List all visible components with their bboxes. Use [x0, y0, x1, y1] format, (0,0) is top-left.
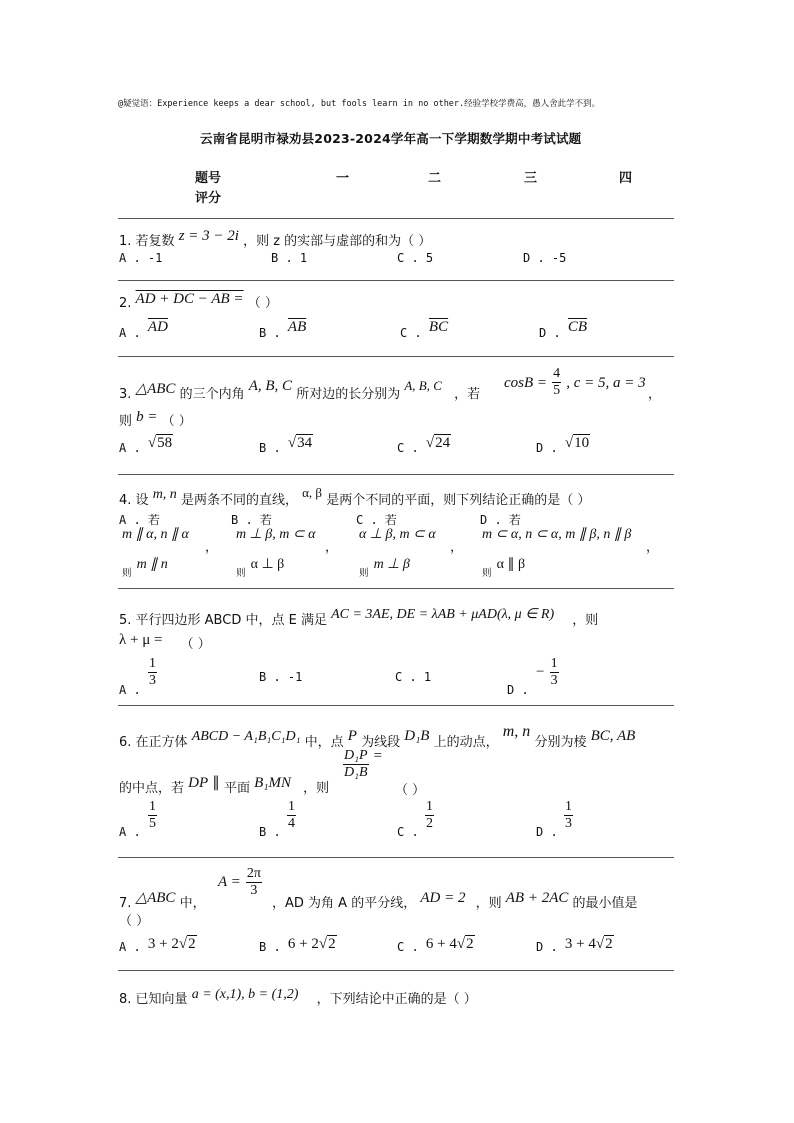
q5-option-a-den: 3: [149, 673, 156, 688]
q6-line2-post: （ ）: [395, 783, 426, 798]
q3-angles: A, B, C: [248, 378, 293, 394]
q6-option-d-num: 1: [565, 799, 572, 814]
q4-mn: m, n: [152, 487, 177, 502]
score-table-col-2: 二: [428, 171, 442, 186]
divider-5: [118, 588, 674, 589]
q5-option-b: B . -1: [259, 670, 303, 684]
q4-option-a-then: 则: [122, 568, 132, 579]
q7-triangle: △ABC: [135, 890, 176, 906]
divider-6: [118, 705, 674, 706]
q6-option-c-num: 1: [426, 799, 433, 814]
q6-line2-mid: ，则: [303, 781, 330, 796]
q7-text-2: ，AD 为角 A 的平分线，: [272, 896, 417, 911]
q5-math: AC = 3AE, DE = λAB + μAD(λ, μ ∈ R): [331, 607, 555, 622]
q2-text-post: （ ）: [247, 296, 278, 311]
q6-text-3: 上的动点，: [433, 735, 499, 750]
q1-text-post: ，则 z 的实部与虚部的和为（ ）: [243, 234, 432, 249]
q7-option-d-letter: D .: [536, 940, 558, 954]
score-table-col-3: 三: [524, 171, 538, 186]
q5-option-c: C . 1: [395, 670, 432, 684]
q2-option-a-letter: A .: [119, 326, 141, 340]
q3-option-d-value: 10: [574, 435, 590, 451]
q7-option-b-letter: B .: [259, 940, 281, 954]
q3-comma: ，: [648, 387, 662, 402]
divider-7: [118, 857, 674, 858]
q4-option-c-then: 则: [359, 568, 369, 579]
q4-option-b-letter: B . 若: [231, 513, 272, 527]
q6-option-a-num: 1: [149, 799, 156, 814]
q6-option-a-den: 5: [149, 816, 156, 831]
q8-math: a = (x,1), b = (1,2): [191, 987, 299, 1002]
q3-cond-den: 5: [553, 383, 561, 398]
divider-2: [118, 280, 674, 281]
q8-text-post: ，下列结论中正确的是（ ）: [316, 992, 477, 1007]
q4-text-1: 是两条不同的直线，: [180, 493, 298, 508]
q3-cond-pre: cosB =: [504, 375, 548, 391]
q6-option-c-letter: C .: [397, 825, 419, 839]
page-title: 云南省昆明市禄劝县2023-2024学年高一下学期数学期中考试试题: [200, 131, 582, 146]
q7-line2: （ ）: [119, 914, 150, 929]
q3-text-2: 所对边的长分别为: [296, 387, 401, 402]
q3-option-c-value: 24: [435, 435, 451, 451]
q5-option-d-letter: D .: [507, 683, 529, 697]
q3-option-a-value: 58: [157, 435, 173, 451]
q7-option-a-rad: 2: [188, 936, 196, 952]
q1-math: z = 3 − 2i: [178, 228, 239, 244]
score-table-row-label-2: 评分: [195, 191, 222, 206]
q5-text-post: ，则: [572, 613, 599, 628]
q1-option-d: D . -5: [523, 251, 567, 265]
divider-8: [118, 970, 674, 971]
q3-cond-post: , c = 5, a = 3: [566, 375, 646, 391]
q7-ad: AD = 2: [420, 890, 466, 906]
divider-1: [118, 218, 674, 219]
q3-sides: A, B, C: [404, 378, 442, 393]
q6-option-a-letter: A .: [119, 825, 141, 839]
q7-option-a-pre: 3 + 2: [147, 936, 179, 952]
q5-text-pre: 5. 平行四边形 ABCD 中，点 E 满足: [119, 613, 327, 628]
q6-option-b-num: 1: [288, 799, 295, 814]
q6-option-d-den: 3: [565, 816, 572, 831]
q6-line2-pre: 的中点，若: [119, 781, 185, 796]
q8-text-pre: 8. 已知向量: [119, 992, 188, 1007]
q7-expr: AB + 2AC: [505, 890, 569, 906]
q6-parallel: ∥: [212, 775, 220, 791]
q3-line2-pre: 则: [119, 414, 133, 429]
q4-option-c-comma: ，: [450, 540, 464, 555]
q4-option-b-then: 则: [236, 568, 246, 579]
q7-a-den: 3: [250, 883, 258, 898]
q2-option-c-value: $\overline{BC}$: [428, 319, 449, 335]
q6-dp: DP: [188, 775, 209, 791]
q6-cube: ABCD − A₁B₁C₁D₁: [191, 729, 301, 744]
q4-option-d-result: α ∥ β: [496, 557, 526, 572]
q4-option-b-cond: m ⊥ β, m ⊂ α: [236, 527, 316, 542]
q7-text-3: ，则: [475, 896, 502, 911]
q1-option-a: A . -1: [119, 251, 163, 265]
q6-plane-label: 平面: [223, 781, 250, 796]
q4-option-c-letter: C . 若: [356, 513, 397, 527]
q7-option-d-pre: 3 + 4: [564, 936, 596, 952]
q6-mn: m, n: [502, 723, 531, 740]
q4-option-b-result: α ⊥ β: [250, 557, 285, 572]
q6-option-b-den: 4: [288, 816, 295, 831]
q5-option-a-letter: A .: [119, 683, 141, 697]
q4-option-a-cond: m ∥ α, n ∥ α: [122, 527, 189, 542]
q7-option-c-rad: 2: [466, 936, 474, 952]
q3-option-b-letter: B .: [259, 441, 281, 455]
q5-option-a-num: 1: [149, 656, 156, 671]
q4-option-d-comma: ，: [646, 540, 660, 555]
q2-option-b-letter: B .: [259, 326, 281, 340]
q7-text-1: 中，: [179, 896, 206, 911]
q2-number: 2.: [119, 296, 132, 311]
q7-option-c-letter: C .: [397, 940, 419, 954]
q5-option-d-den: 3: [550, 673, 558, 688]
q6-text-pre: 6. 在正方体: [119, 735, 188, 750]
q6-edges: BC, AB: [590, 728, 636, 744]
q6-p: P: [347, 728, 357, 744]
divider-4: [118, 474, 674, 475]
q7-a-pre: A =: [218, 874, 241, 890]
q3-option-c-letter: C .: [397, 441, 419, 455]
q2-option-a-value: $\overline{AD}$: [147, 319, 168, 335]
q7-option-c-pre: 6 + 4: [425, 936, 457, 952]
q6-ratio-den: D₁B: [344, 765, 368, 780]
q4-alpha-beta: α, β: [302, 485, 323, 500]
q2-option-c-letter: C .: [400, 326, 422, 340]
q6-equals: =: [373, 748, 383, 764]
q6-plane: B₁MN: [254, 775, 291, 791]
q3-number: 3.: [119, 387, 132, 402]
q4-option-a-comma: ，: [205, 540, 219, 555]
q4-option-a-result: m ∥ n: [136, 557, 168, 572]
q1-option-c: C . 5: [397, 251, 434, 265]
q4-option-d-cond: m ⊂ α, n ⊂ α, m ∥ β, n ∥ β: [482, 527, 632, 542]
q6-text-4: 分别为棱: [534, 735, 587, 750]
q2-option-b-value: $\overline{AB}$: [287, 319, 307, 335]
q4-option-c-cond: α ⊥ β, m ⊂ α: [359, 527, 436, 542]
q6-ratio-num: D₁P: [344, 748, 368, 763]
q7-option-a-letter: A .: [119, 940, 141, 954]
q6-text-2: 为线段: [361, 735, 401, 750]
q7-option-b-pre: 6 + 2: [287, 936, 319, 952]
q3-option-d-letter: D .: [536, 441, 558, 455]
q6-option-c-den: 2: [426, 816, 433, 831]
q4-option-b-comma: ，: [325, 540, 339, 555]
q3-option-a-letter: A .: [119, 441, 141, 455]
score-table-col-4: 四: [619, 171, 633, 186]
q4-option-d-letter: D . 若: [480, 513, 521, 527]
q4-option-d-then: 则: [482, 568, 492, 579]
q2-option-d-letter: D .: [539, 326, 561, 340]
q3-line2-post: （ ）: [161, 414, 192, 429]
q1-option-b: B . 1: [271, 251, 308, 265]
q7-number: 7.: [119, 896, 132, 911]
q1-text-pre: 1. 若复数: [119, 234, 175, 249]
q7-option-b-rad: 2: [328, 936, 336, 952]
q4-text-pre: 4. 设: [119, 493, 149, 508]
q3-line2-math: b =: [136, 409, 158, 425]
q3-text-3: ，若: [454, 387, 481, 402]
q5-line2-math: λ + μ =: [119, 632, 163, 648]
q2-option-d-value: $\overline{CB}$: [567, 319, 588, 335]
q5-option-d-num: 1: [550, 656, 558, 671]
score-table-row-label-1: 题号: [195, 171, 222, 186]
q3-cond-num: 4: [553, 366, 561, 381]
q7-text-4: 的最小值是: [572, 896, 638, 911]
q6-segment: D₁B: [404, 728, 430, 744]
q6-option-b-letter: B .: [259, 825, 281, 839]
q7-option-d-rad: 2: [605, 936, 613, 952]
q2-math: AD + DC − AB =: [135, 291, 244, 307]
q5-line2-post: （ ）: [180, 637, 211, 652]
q4-option-c-result: m ⊥ β: [373, 557, 410, 572]
q6-option-d-letter: D .: [536, 825, 558, 839]
q4-option-a-letter: A . 若: [119, 513, 160, 527]
score-table-col-1: 一: [336, 171, 350, 186]
motto-line: @疑觉语：Experience keeps a dear school, but fools learn in no other.经验学校学费高，愚人舍此学不到。: [118, 99, 601, 109]
divider-3: [118, 356, 674, 357]
q5-option-d-sign: −: [536, 664, 545, 680]
q6-text-1: 中，点: [304, 735, 344, 750]
q7-a-num: 2π: [246, 866, 261, 881]
q3-option-b-value: 34: [297, 435, 313, 451]
q3-triangle: △ABC: [135, 381, 176, 397]
q3-text-1: 的三个内角: [179, 387, 245, 402]
q4-text-2: 是两个不同的平面，则下列结论正确的是（ ）: [326, 493, 591, 508]
